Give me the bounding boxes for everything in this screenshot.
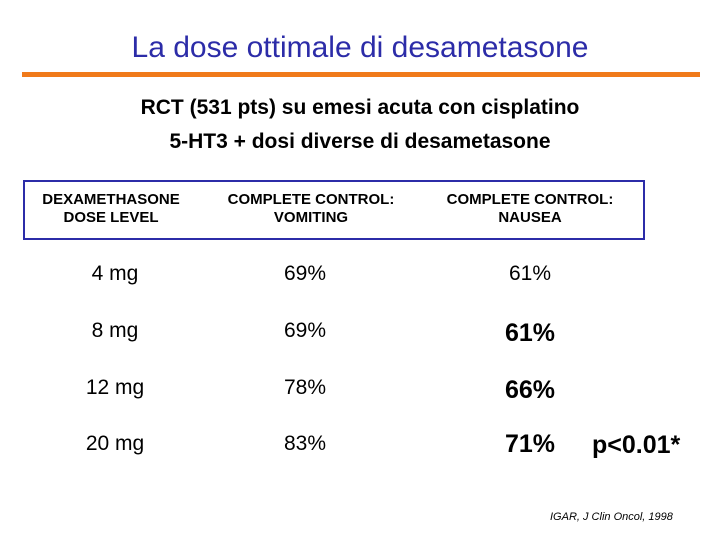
dose-cell: 8 mg [91, 319, 139, 342]
citation: IGAR, J Clin Oncol, 1998 [550, 511, 673, 523]
dose-cell: 20 mg [85, 432, 145, 455]
subtitle-line-1: RCT (531 pts) su emesi acuta con cisplatino [140, 96, 580, 119]
dose-cell: 12 mg [85, 376, 145, 399]
title-divider [22, 72, 700, 77]
subtitle-line-2: 5-HT3 + dosi diverse di desametasone [169, 130, 551, 153]
nausea-cell: 66% [504, 376, 556, 404]
header-nausea-line2: NAUSEA [498, 209, 562, 226]
header-vomiting-line2: VOMITING [273, 209, 349, 226]
header-nausea [420, 191, 640, 227]
vomiting-cell: 69% [283, 319, 327, 342]
nausea-cell: 71% [505, 430, 556, 458]
header-dose-line1: DEXAMETHASONE [42, 191, 180, 208]
slide-title: La dose ottimale di desametasone [131, 31, 589, 64]
nausea-cell: 61% [508, 262, 552, 285]
vomiting-cell: 83% [283, 432, 327, 455]
vomiting-cell: 78% [283, 376, 327, 399]
vomiting-cell: 69% [283, 262, 327, 285]
header-vomiting [200, 191, 422, 227]
table-row [0, 318, 720, 352]
dose-cell: 4 mg [91, 262, 139, 285]
header-dose-line2: DOSE LEVEL [63, 209, 159, 226]
table-row [0, 431, 720, 465]
header-dose [27, 191, 195, 227]
header-vomiting-line1: COMPLETE CONTROL: [227, 191, 395, 208]
header-nausea-line1: COMPLETE CONTROL: [446, 191, 614, 208]
table-row [0, 375, 720, 409]
p-value: p<0.01* [592, 431, 681, 459]
nausea-cell: 61% [504, 319, 556, 347]
table-row [0, 261, 720, 295]
